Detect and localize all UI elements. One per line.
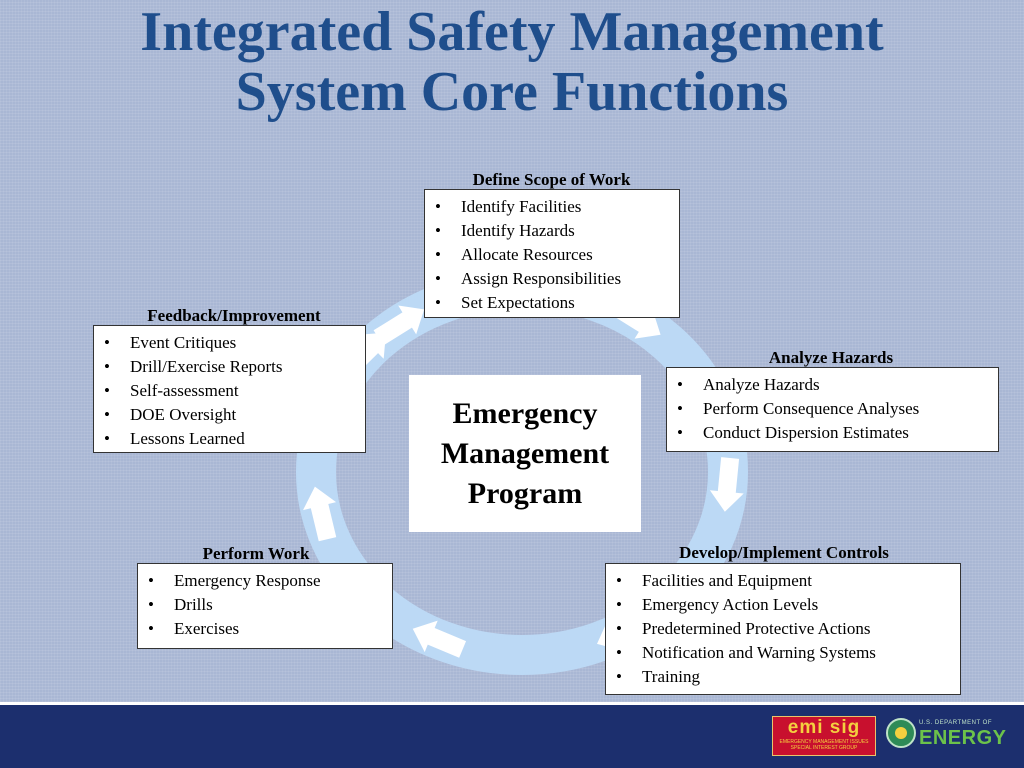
list-item: • Predetermined Protective Actions — [614, 617, 952, 641]
emi-sig-logo — [772, 716, 876, 756]
list-perform-work — [146, 569, 384, 641]
list-item: • Identify Hazards — [433, 219, 671, 243]
box-perform-work — [137, 563, 393, 649]
list-item: • Notification and Warning Systems — [614, 641, 952, 665]
heading-define-scope: Define Scope of Work — [472, 170, 631, 189]
list-item: • Analyze Hazards — [675, 373, 990, 397]
list-define-scope — [433, 195, 671, 315]
page-title — [0, 2, 1024, 122]
list-develop-controls — [614, 569, 952, 689]
doe-logo — [919, 719, 1006, 749]
doe-logo-small-text: U.S. DEPARTMENT OF — [919, 720, 993, 726]
center-line-1: Emergency — [452, 396, 598, 430]
list-item: • Emergency Response — [146, 569, 384, 593]
list-item: • Training — [614, 665, 952, 689]
heading-perform-work: Perform Work — [202, 544, 310, 563]
list-item: • Lessons Learned — [102, 427, 357, 451]
heading-develop-controls: Develop/Implement Controls — [679, 543, 889, 562]
list-item: • Emergency Action Levels — [614, 593, 952, 617]
list-item: • Self-assessment — [102, 379, 357, 403]
list-item: • Facilities and Equipment — [614, 569, 952, 593]
list-item: • Assign Responsibilities — [433, 267, 671, 291]
list-item: • Event Critiques — [102, 331, 357, 355]
list-item: • Set Expectations — [433, 291, 671, 315]
box-develop-controls — [605, 563, 961, 695]
center-emergency-management-program — [409, 375, 641, 532]
list-item: • DOE Oversight — [102, 403, 357, 427]
list-item: • Drills — [146, 593, 384, 617]
emi-sig-logo-subtext: EMERGENCY MANAGEMENT ISSUES SPECIAL INTEREST GROUP — [779, 739, 869, 751]
box-feedback — [93, 325, 366, 453]
box-define-scope — [424, 189, 680, 318]
list-item: • Identify Facilities — [433, 195, 671, 219]
emi-sig-logo-text: emi sig — [787, 717, 861, 738]
list-item: • Exercises — [146, 617, 384, 641]
title-line-1: Integrated Safety Management — [140, 1, 884, 63]
list-feedback — [102, 331, 357, 451]
heading-feedback: Feedback/Improvement — [147, 306, 321, 325]
doe-seal-icon — [886, 718, 916, 748]
center-line-2: Management — [440, 436, 610, 470]
list-item: • Perform Consequence Analyses — [675, 397, 990, 421]
list-item: • Conduct Dispersion Estimates — [675, 421, 990, 445]
doe-logo-large-text: ENERGY — [919, 727, 1007, 749]
title-line-2: System Core Functions — [235, 61, 789, 123]
list-item: • Allocate Resources — [433, 243, 671, 267]
heading-analyze-hazards: Analyze Hazards — [768, 348, 894, 367]
list-analyze-hazards — [675, 373, 990, 445]
box-analyze-hazards — [666, 367, 999, 452]
center-line-3: Program — [467, 476, 583, 510]
list-item: • Drill/Exercise Reports — [102, 355, 357, 379]
